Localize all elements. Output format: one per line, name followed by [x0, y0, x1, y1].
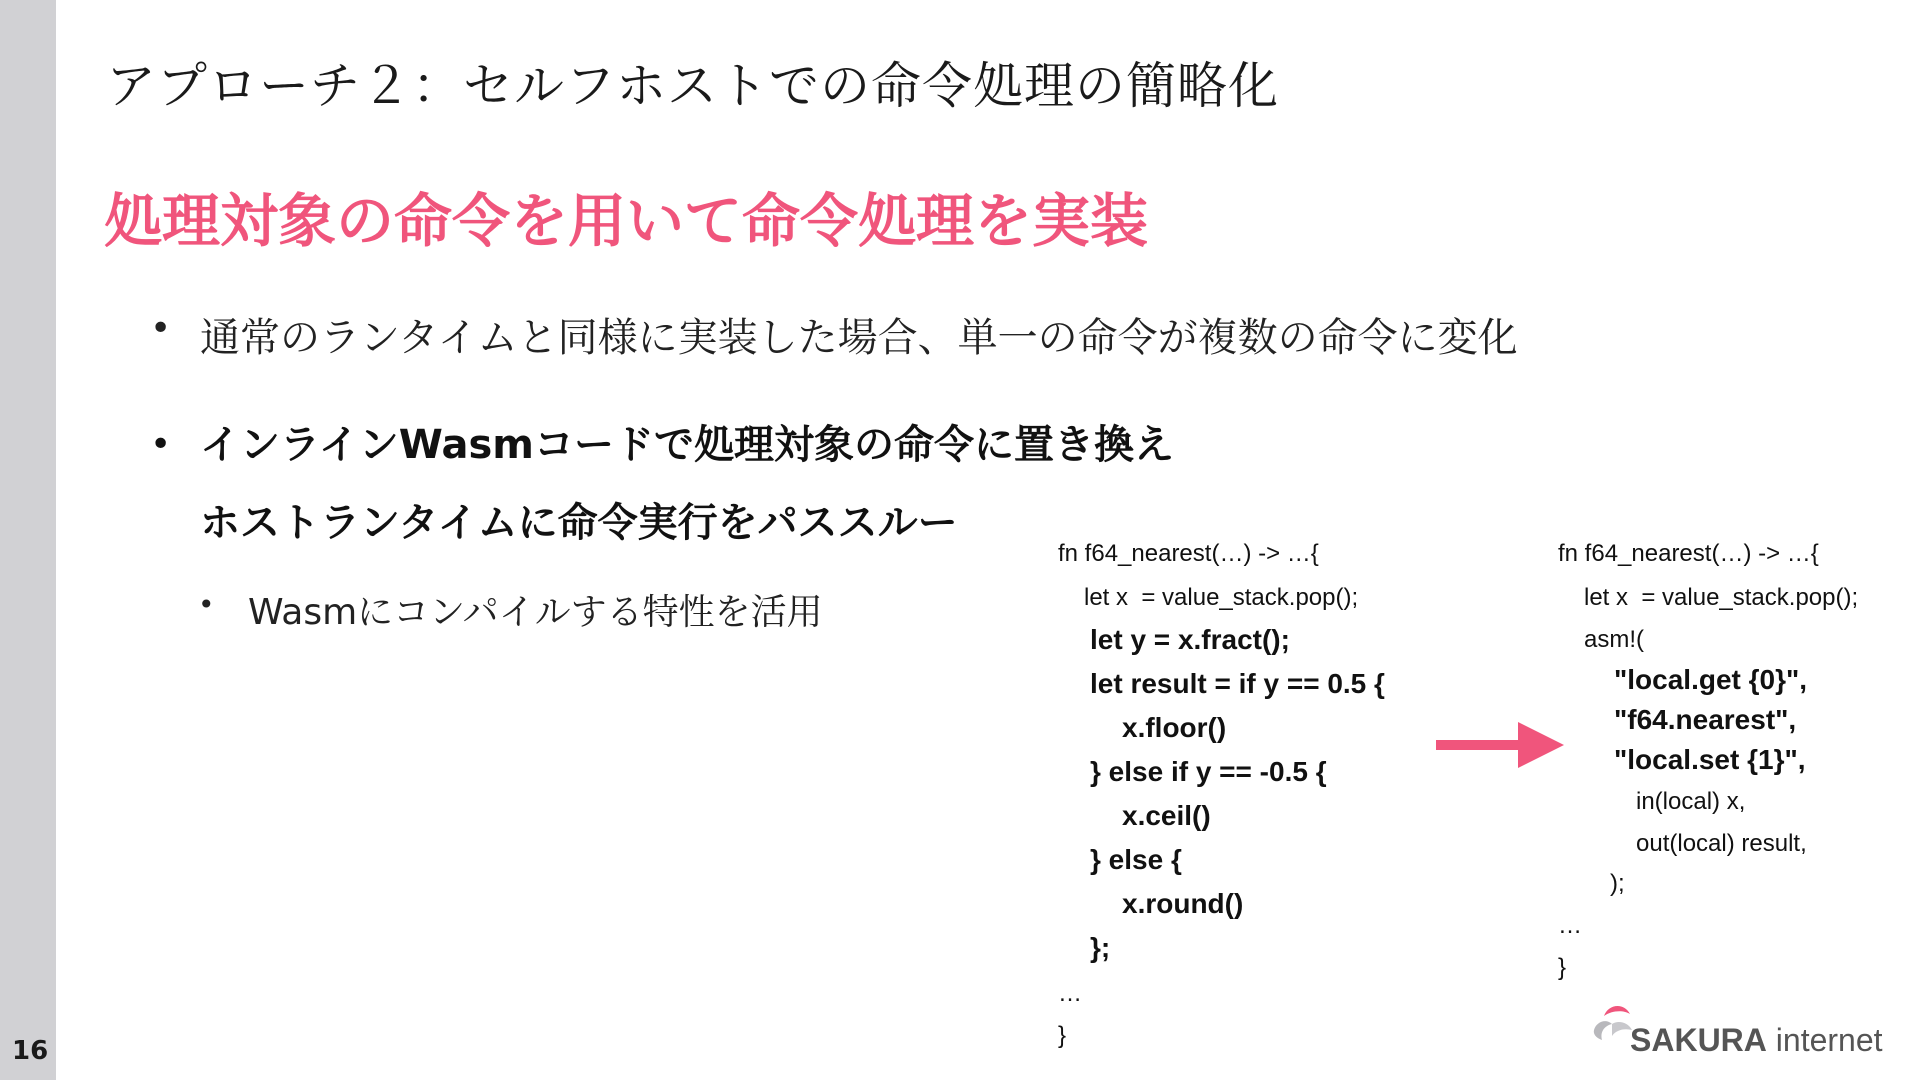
bullet-item-1	[150, 306, 1518, 363]
logo-suffix: internet	[1766, 1022, 1883, 1058]
code-line: }	[1058, 1022, 1067, 1049]
code-line: );	[1610, 870, 1625, 897]
bullet-text: Wasmにコンパイルする特性を活用	[248, 592, 823, 633]
bullet-marker: •	[150, 424, 172, 465]
code-line: out(local) result,	[1636, 830, 1807, 857]
code-block-after	[1558, 540, 1918, 990]
bullet-marker: •	[198, 588, 215, 621]
slide-title: アプローチ２：セルフホストでの命令処理の簡略化	[106, 57, 1279, 115]
code-line: "local.set {1}",	[1614, 744, 1806, 775]
bullet-text-line-1: インラインWasmコードで処理対象の命令に置き換え	[200, 422, 1174, 468]
code-line: }	[1558, 954, 1567, 981]
code-line: let x = value_stack.pop();	[1584, 584, 1859, 611]
code-line: asm!(	[1584, 626, 1644, 653]
sub-bullet-item	[198, 584, 823, 635]
logo-text	[1630, 1022, 1883, 1059]
code-line: let result = if y == 0.5 {	[1090, 668, 1385, 699]
code-line: let y = x.fract();	[1090, 624, 1290, 655]
left-sidebar-bar	[0, 0, 56, 1080]
code-line: "local.get {0}",	[1614, 664, 1808, 695]
slide-subtitle: 処理対象の命令を用いて命令処理を実装	[104, 187, 1149, 255]
bullet-item-2	[150, 406, 1174, 562]
code-line: x.floor()	[1122, 712, 1227, 743]
sakura-internet-logo	[1590, 1000, 1910, 1062]
bullet-text: 通常のランタイムと同様に実装した場合、単一の命令が複数の命令に変化	[200, 315, 1518, 361]
code-line: let x = value_stack.pop();	[1084, 584, 1359, 611]
page-number: 16	[12, 1036, 49, 1066]
code-line: };	[1090, 932, 1111, 963]
code-line: in(local) x,	[1636, 788, 1746, 815]
code-line: fn f64_nearest(…) -> …{	[1058, 540, 1319, 567]
code-block-before	[1058, 540, 1438, 1060]
code-line: …	[1558, 912, 1582, 939]
bullet-text-line-2: ホストランタイムに命令実行をパススルー	[200, 500, 958, 546]
code-line: x.round()	[1122, 888, 1244, 919]
code-line: fn f64_nearest(…) -> …{	[1558, 540, 1819, 567]
bullet-marker: •	[150, 308, 172, 349]
code-line: "f64.nearest",	[1614, 704, 1797, 735]
code-line: } else {	[1090, 844, 1182, 875]
code-line: …	[1058, 980, 1082, 1007]
logo-brand: SAKURA	[1630, 1022, 1767, 1058]
code-line: } else if y == -0.5 {	[1090, 756, 1327, 787]
right-arrow-icon	[1436, 720, 1566, 770]
code-line: x.ceil()	[1122, 800, 1211, 831]
